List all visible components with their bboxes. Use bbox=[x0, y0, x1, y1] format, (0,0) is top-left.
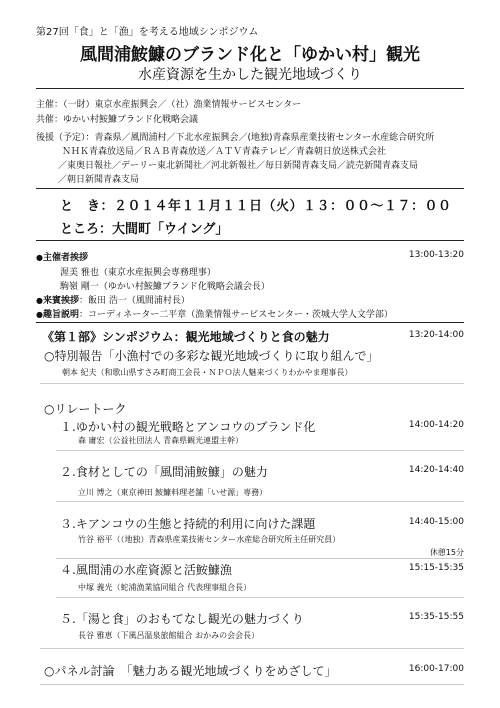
event-venue: ところ：大間町「ウイング」 bbox=[60, 222, 229, 237]
talk-title: ４.風間浦の水産資源と活鮟鱇漁 bbox=[60, 563, 232, 577]
section-divider bbox=[36, 322, 464, 323]
date-box-bottom-border bbox=[36, 240, 464, 241]
event-date: と き：２０１４年１１月１１日（火）１３：００～１７：００ bbox=[60, 199, 452, 214]
host-line: 主催：（一財）東京水産振興会／（社）漁業情報サービスセンター bbox=[36, 100, 302, 110]
row-divider bbox=[40, 383, 464, 384]
organizers-block bbox=[36, 98, 434, 187]
talk-speaker: 中塚 義光（蛇浦漁業協同組合 代表理事組合長） bbox=[78, 583, 252, 592]
greeting-speaker: 渥美 雅也（東京水産振興会専務理事） bbox=[60, 268, 216, 278]
page-subtitle: 水産資源を生かした観光地域づくり bbox=[138, 67, 362, 83]
symposium-series-label: 第27回「食」と「漁」を考える地域シンポジウム bbox=[36, 27, 259, 38]
sponsor-line: ／東奥日報社／デーリー東北新聞社／河北新報社／毎日新聞青森支局／読売新聞青森支局 bbox=[58, 161, 419, 171]
talk-title: ５.「湯と食」のおもてなし観光の魅力づくり bbox=[60, 612, 304, 626]
sponsor-line: ＮＨＫ青森放送局／ＲＡＢ青森放送／ＡＴＶ青森テレビ／青森朝日放送株式会社 bbox=[62, 147, 386, 157]
bullet-icon: ● bbox=[36, 296, 43, 305]
bullet-icon: ● bbox=[36, 310, 43, 319]
greeting-speaker: 駒嶺 剛一（ゆかい村鮟鱇ブランド化戦略会議会長） bbox=[60, 282, 270, 292]
row-divider bbox=[56, 558, 464, 559]
talk-time: 14:00-14:20 bbox=[408, 420, 464, 430]
talk-time: 14:40-15:00 bbox=[408, 517, 464, 527]
talk-title: ３.キアンコウの生態と持続的利用に向けた課題 bbox=[60, 517, 316, 531]
sponsor-line: 後援（予定）：青森県／風間浦村／下北水産振興会／(地独)青森県産業技術センター水産総合研究所 bbox=[36, 133, 435, 143]
row-divider bbox=[40, 648, 464, 649]
date-box-top-border bbox=[36, 188, 464, 189]
talk-speaker: 立川 博之（東京神田 鮟鱇料理老舗「いせ源」専務） bbox=[78, 488, 268, 497]
sponsor-line: ／朝日新聞青森支局 bbox=[58, 175, 140, 185]
special-report-title: ○特別報告「小漁村での多彩な観光地域づくりに取り組んで」 bbox=[44, 349, 379, 363]
greeting-time: 13:00-13:20 bbox=[408, 250, 464, 260]
header-divider bbox=[36, 88, 464, 89]
row-divider bbox=[56, 501, 464, 502]
row-divider bbox=[40, 684, 464, 685]
cohost-line: 共催：ゆかい村鮟鱇ブランド化戦略会議 bbox=[36, 115, 199, 125]
page-title: 風間浦鮟鱇のブランド化と「ゆかい村」観光 bbox=[80, 45, 420, 65]
talk-time: 14:20-14:40 bbox=[408, 465, 464, 475]
panel-discussion-title: ○パネル討論 「魅力ある観光地域づくりをめざして」 bbox=[44, 664, 337, 678]
talk-time: 15:35-15:55 bbox=[408, 612, 464, 622]
special-report-speaker: 朝本 紀夫（和歌山県すさみ町商工会長・ＮＰＯ法人魅来づくりわかやま理事長） bbox=[62, 368, 353, 377]
talk-speaker: 森 庸宏（公益社団法人 青森県観光連盟主幹） bbox=[78, 436, 244, 445]
bullet-icon: ● bbox=[36, 253, 43, 262]
talk-title: １.ゆかい村の観光戦略とアンコウのブランド化 bbox=[60, 420, 316, 434]
part1-heading: 《第１部》シンポジウム：観光地域づくりと食の魅力 bbox=[42, 330, 330, 344]
relay-talk-heading: ○リレートーク bbox=[44, 402, 127, 416]
talk-speaker: 長谷 雅恵（下風呂温泉旅館組合 おかみの会会長） bbox=[78, 631, 260, 640]
greeting-label: ●主催者挨拶 bbox=[36, 253, 88, 263]
guest-greeting: ●来賓挨拶：飯田 浩一（風間浦村長） bbox=[36, 296, 190, 306]
intent-explanation: ●趣旨説明：コーディネーター二平章（漁業情報サービスセンター・茨城大学人文学部） bbox=[36, 310, 393, 320]
break-note: 休憩15分 bbox=[429, 548, 464, 557]
panel-discussion-time: 16:00-17:00 bbox=[408, 664, 464, 674]
part1-time: 13:20-14:00 bbox=[408, 330, 464, 340]
talk-speaker: 竹谷 裕平（（地独）青森県産業技術センター水産総合研究所主任研究員） bbox=[78, 535, 341, 544]
talk-title: ２.食材としての「風間浦鮟鱇」の魅力 bbox=[60, 465, 268, 479]
row-divider bbox=[56, 597, 464, 598]
talk-time: 15:15-15:35 bbox=[408, 563, 464, 573]
row-divider bbox=[56, 450, 464, 451]
